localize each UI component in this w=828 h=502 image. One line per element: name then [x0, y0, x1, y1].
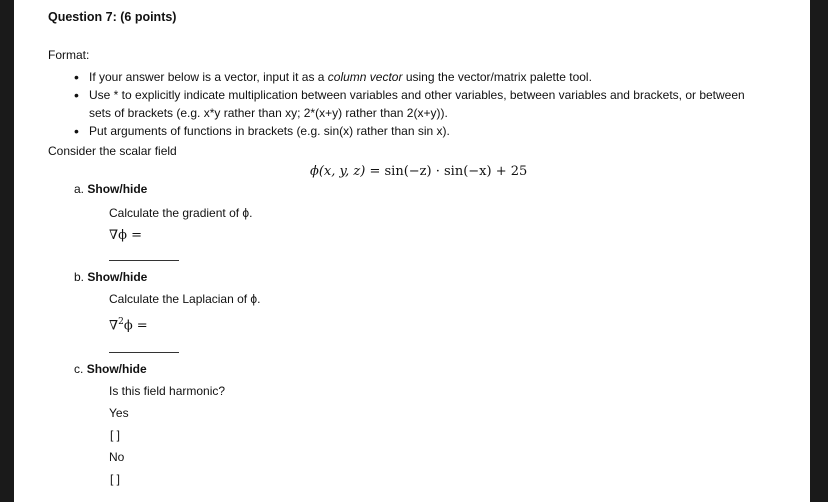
part-b-show-hide-link[interactable]: Show/hide — [87, 270, 148, 284]
part-a-label: a. — [74, 182, 85, 196]
part-c-prompt: Is this field harmonic? — [109, 384, 226, 398]
field-formula — [310, 164, 527, 179]
format-list — [74, 68, 774, 140]
format-item-vector-text-2: using the vector/matrix palette tool. — [402, 70, 592, 84]
format-item-multiplication-line-1: Use * to explicitly indicate multiplication between variables and other variables, between variables and brackets, or between — [89, 88, 745, 102]
format-label: Format: — [48, 48, 90, 62]
part-a-header — [74, 182, 147, 196]
part-a-expression: ∇ϕ = — [109, 228, 142, 243]
option-yes-checkbox[interactable]: [ ] — [110, 428, 121, 442]
part-a-show-hide-link[interactable]: Show/hide — [87, 182, 148, 196]
part-b-answer-field[interactable] — [109, 352, 179, 353]
part-b-exponent: 2 — [118, 317, 124, 327]
option-no-label: No — [109, 450, 125, 464]
format-item-multiplication — [74, 86, 774, 122]
part-b-expression — [109, 317, 148, 333]
part-c-show-hide-link[interactable]: Show/hide — [86, 362, 147, 376]
format-item-multiplication-line-2: sets of brackets (e.g. x*y rather than xy; 2*(x+y) rather than 2(x+y)). — [89, 106, 448, 120]
part-a-prompt: Calculate the gradient of ϕ. — [109, 206, 253, 220]
part-c-label: c. — [74, 362, 84, 376]
part-b-phi: ϕ = — [123, 318, 148, 334]
field-intro: Consider the scalar field — [48, 144, 177, 158]
option-yes-label: Yes — [109, 406, 129, 420]
part-b-header — [74, 270, 147, 284]
question-title: Question 7: (6 points) — [48, 10, 177, 24]
field-formula-rhs: = sin(−z) · sin(−x) + 25 — [369, 164, 528, 179]
option-no-checkbox[interactable]: [ ] — [110, 472, 121, 486]
format-item-brackets-text: Put arguments of functions in brackets (e.g. sin(x) rather than sin x). — [89, 124, 450, 138]
part-a-answer-field[interactable] — [109, 260, 179, 261]
format-item-vector-text-1: If your answer below is a vector, input it as a — [89, 70, 328, 84]
part-c-header — [74, 362, 147, 376]
field-formula-lhs: ϕ(x, y, z) — [310, 164, 366, 179]
part-b-label: b. — [74, 270, 85, 284]
format-item-vector — [74, 68, 774, 86]
format-item-brackets — [74, 122, 774, 140]
part-b-nabla: ∇ — [109, 318, 119, 334]
part-b-prompt: Calculate the Laplacian of ϕ. — [109, 292, 261, 306]
format-item-vector-emphasis: column vector — [327, 70, 403, 84]
question-page — [14, 0, 810, 502]
